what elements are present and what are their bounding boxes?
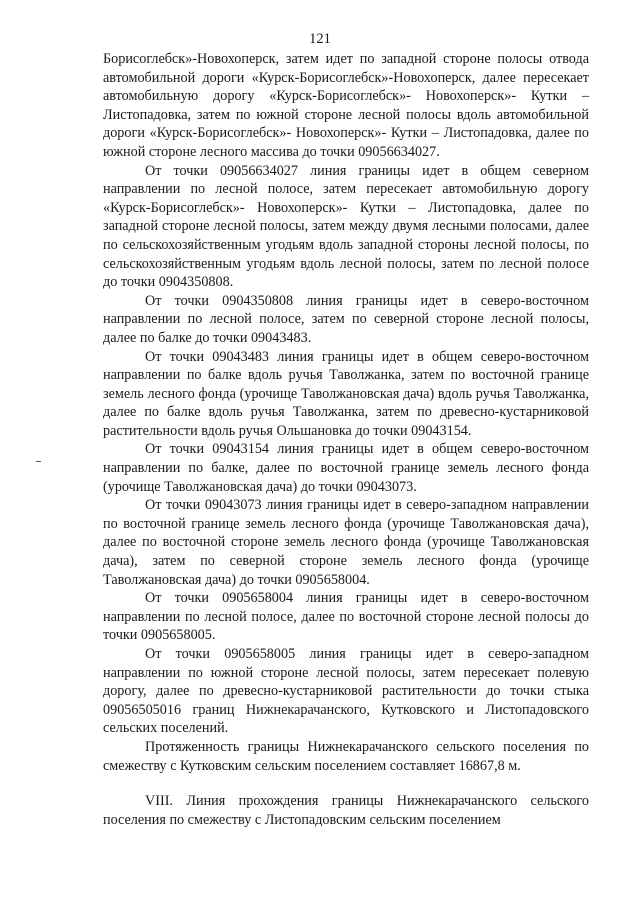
document-body (103, 50, 589, 829)
paragraph-point-0905658004: От точки 0905658004 линия границы идет в северо-восточном направлении по лесной полосе, далее по восточной стороне лесной полосы до точки 0905658005. (103, 590, 589, 644)
margin-mark (36, 461, 41, 462)
paragraph-point-09043154: От точки 09043154 линия границы идет в общем северо-восточном направлении по балке, далее по восточной границе земель лесного фонда (урочище Таволжановская дача) до точки 09043073. (103, 441, 589, 495)
paragraph-point-0904350808: От точки 0904350808 линия границы идет в северо-восточном направлении по лесной полосе, затем по северной стороне лесной полосы, далее по балке до точки 09043483. (103, 292, 589, 346)
paragraph-continuation: Борисоглебск»-Новохоперск, затем идет по западной стороне полосы отвода автомобильной дороги «Курск-Борисоглебск»-Новохоперск, далее пересекает автомобильную дорогу «Курск-Борисоглебск»- Новохоперск»- Кутки – Листопадовка, затем по южной стороне лесной полосы вдоль автомобильной дороги «Курск-Борисоглебск»- Новохоперск»- Кутки – Листопадовка, далее по южной стороне лесного массива до точки 09056634027. (103, 51, 589, 160)
paragraph-point-0905658005: От точки 0905658005 линия границы идет в северо-западном направлении по южной стороне лесной полосы, затем пересекает полевую дорогу, далее по древесно-кустарниковой растительности до точки стыка 09056505016 границ Нижнекарачанского, Кутковского и Листопадовского сельских поселений. (103, 646, 589, 737)
page-number: 121 (309, 31, 331, 47)
paragraph-point-09056634027: От точки 09056634027 линия границы идет в общем северном направлении по лесной полосе, затем пересекает автомобильную дорогу «Курск-Борисоглебск»- Новохоперск»- Кутки – Листопадовка, далее по западной стороне лесной полосы, затем между двумя лесными полосами, далее по сельскохозяйственным угодьям вдоль западной стороны лесной полосы, по сельскохозяйственным угодьям вдоль лесной полосы, затем по лесной полосе до точки 0904350808. (103, 162, 589, 291)
section-heading: VIII. Линия прохождения границы Нижнекарачанского сельского поселения по смежеству с Листопадовским сельским поселением (103, 793, 589, 828)
paragraph-boundary-length: Протяженность границы Нижнекарачанского сельского поселения по смежеству с Кутковским сельским поселением составляет 16867,8 м. (103, 738, 589, 774)
paragraph-point-09043483: От точки 09043483 линия границы идет в общем северо-восточном направлении по балке вдоль ручья Таволжанка, затем по восточной границе земель лесного фонда (урочище Таволжановская дача) вдоль ручья Таволжанка, далее по балке вдоль ручья Таволжанка, затем по древесно-кустарниковой растительности вдоль ручья Ольшановка до точки 09043154. (103, 348, 589, 439)
paragraph-point-09043073: От точки 09043073 линия границы идет в северо-западном направлении по восточной границе земель лесного фонда (урочище Таволжановская дача), далее по восточной стороне земель лесного фонда (урочище Таволжановская дача), затем по северной стороне земель лесного фонда (урочище Таволжановская дача) до точки 0905658004. (103, 497, 589, 588)
